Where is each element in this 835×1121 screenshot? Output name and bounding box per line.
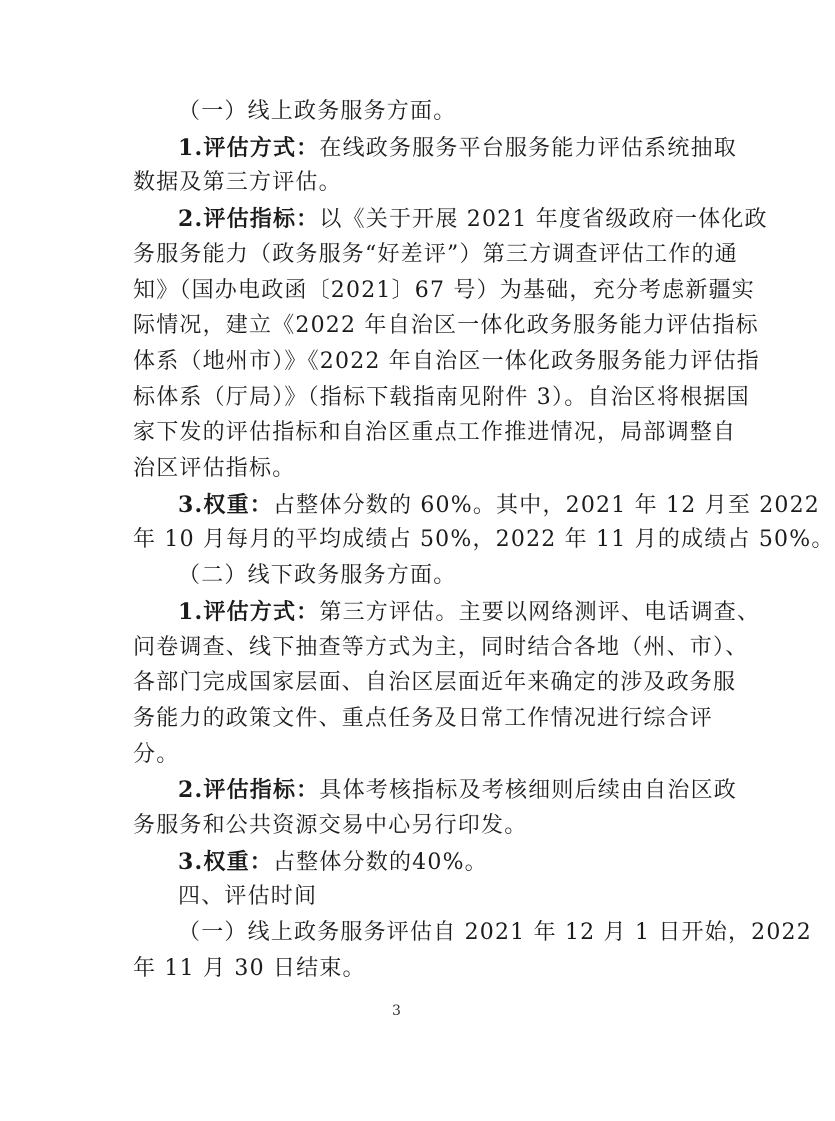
- line-text: 问卷调查、线下抽查等方式为主，同时结合各地（州、市）、: [133, 634, 749, 660]
- line-text: 年 11 月 30 日结束。: [133, 955, 366, 981]
- line-text: 占整体分数的40%。: [272, 849, 488, 875]
- line-text: 际情况，建立《2022 年自治区一体化政务服务能力评估指标: [133, 313, 759, 339]
- text-line: [178, 918, 812, 948]
- text-line: [133, 668, 737, 698]
- text-line: [133, 347, 760, 377]
- item-label: 3.权重：: [178, 848, 273, 875]
- text-line: [133, 383, 750, 413]
- item-label: 1.评估方式：: [178, 598, 320, 625]
- line-text: 治区评估指标。: [133, 456, 296, 481]
- item-label: 2.评估指标：: [178, 206, 320, 233]
- line-text: 务服务和公共资源交易中心另行印发。: [133, 813, 528, 838]
- item-label: 2.评估指标：: [178, 777, 320, 804]
- line-text: 体系（地州市）》《2022 年自治区一体化政务服务能力评估指: [133, 348, 760, 374]
- line-text: 第三方评估。主要以网络测评、电话调查、: [319, 599, 761, 625]
- line-text: 分。: [133, 741, 180, 767]
- line-text: （一）线上政务服务方面。: [178, 99, 457, 124]
- text-line: [133, 240, 738, 270]
- line-text: 以《关于开展 2021 年度省级政府一体化政: [319, 207, 768, 233]
- line-text: 务能力的政策文件、重点任务及日常工作情况进行综合评: [133, 705, 714, 731]
- text-line: [178, 882, 673, 912]
- text-line: [133, 811, 673, 841]
- line-text: 标体系（厅局）》（指标下载指南见附件 3）。自治区将根据国: [133, 384, 750, 410]
- line-text: 年 10 月每月的平均成绩占 50%，2022 年 11 月的成绩占 50%。: [133, 527, 835, 553]
- text-line: [133, 704, 714, 734]
- text-line: [133, 418, 737, 448]
- line-text: （一）线上政务服务评估自 2021 年 12 月 1 日开始，2022: [178, 920, 812, 946]
- text-line: [178, 490, 821, 520]
- text-line: [178, 775, 737, 805]
- line-text: 具体考核指标及考核细则后续由自治区政: [319, 778, 737, 804]
- text-line: [133, 276, 755, 306]
- line-text: 知》（国办电政函〔2021〕67 号）为基础，充分考虑新疆实: [133, 277, 755, 303]
- line-text: 数据及第三方评估。: [133, 170, 342, 196]
- line-text: 务服务能力（政务服务“好差评”）第三方调查评估工作的通: [133, 241, 738, 267]
- line-text: 家下发的评估指标和自治区重点工作推进情况，局部调整自: [133, 420, 737, 446]
- text-line: [133, 168, 673, 198]
- text-line: [178, 597, 761, 627]
- text-line: [178, 204, 768, 234]
- text-line: [133, 525, 835, 555]
- text-line: [178, 133, 737, 163]
- text-line: [133, 454, 673, 484]
- line-text: 在线政务服务平台服务能力评估系统抽取: [319, 135, 737, 161]
- line-text: （二）线下政务服务方面。: [178, 563, 457, 589]
- line-text: 四、评估时间: [178, 884, 318, 910]
- text-line: [178, 847, 673, 877]
- text-line: [133, 740, 673, 770]
- text-line: [178, 561, 673, 591]
- item-label: 1.评估方式：: [178, 134, 320, 161]
- page-number: 3: [392, 1003, 401, 1019]
- line-text: 占整体分数的 60%。其中，2021 年 12 月至 2022: [272, 492, 821, 518]
- item-label: 3.权重：: [178, 491, 273, 518]
- line-text: 各部门完成国家层面、自治区层面近年来确定的涉及政务服: [133, 670, 737, 696]
- text-line: [133, 954, 673, 984]
- text-line: [133, 633, 749, 663]
- text-line: [133, 311, 759, 341]
- text-line: [178, 97, 673, 127]
